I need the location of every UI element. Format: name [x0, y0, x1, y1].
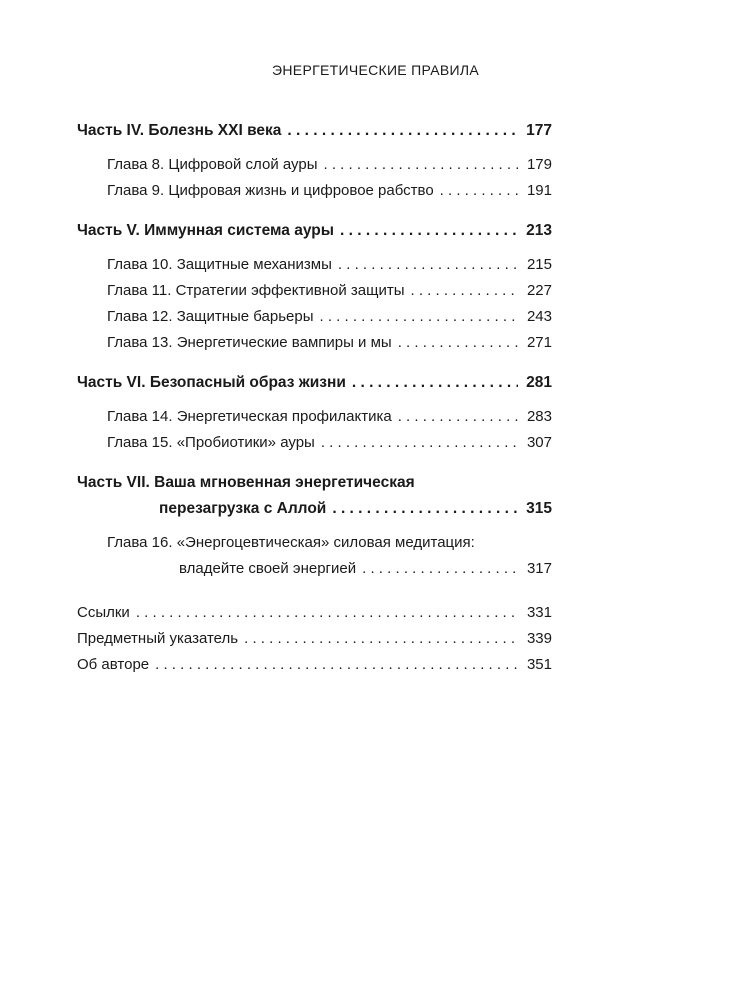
toc-chapter-10-page: 215: [526, 256, 552, 273]
toc-chapter-16-page: 317: [526, 560, 552, 577]
toc-index-title: Предметный указатель: [77, 630, 239, 647]
toc-part-7-title-line1: Часть VII. Ваша мгновенная энергетическая: [77, 474, 415, 491]
toc-chapter-15[interactable]: [77, 430, 552, 456]
dot-leader: [398, 404, 518, 430]
dot-leader: [398, 330, 518, 356]
dot-leader: [352, 370, 518, 396]
dot-leader: [332, 496, 518, 522]
dot-leader: [362, 556, 518, 582]
toc-part-6-title: Часть VI. Безопасный образ жизни: [77, 374, 346, 391]
toc-part-6[interactable]: [77, 370, 552, 396]
toc-part-7-line2-row: [77, 496, 552, 522]
toc-chapter-10-title: Глава 10. Защитные механизмы: [107, 256, 332, 273]
dot-leader: [321, 430, 518, 456]
toc-chapter-12[interactable]: [77, 304, 552, 330]
toc-part-7-page: 315: [526, 500, 552, 517]
toc-index-page: 339: [526, 630, 552, 647]
toc-chapter-14-page: 283: [526, 408, 552, 425]
toc-about-author-title: Об авторе: [77, 656, 150, 673]
dot-leader: [319, 304, 518, 330]
toc-references[interactable]: [77, 600, 552, 626]
dot-leader: [155, 652, 518, 678]
toc-chapter-14-title: Глава 14. Энергетическая профилактика: [107, 408, 392, 425]
toc-part-6-page: 281: [526, 374, 552, 391]
dot-leader: [136, 600, 518, 626]
toc-chapter-11-page: 227: [526, 282, 552, 299]
toc-chapter-11-title: Глава 11. Стратегии эффективной защиты: [107, 282, 405, 299]
dot-leader: [340, 218, 518, 244]
dot-leader: [440, 178, 518, 204]
toc-part-7-title-line2: перезагрузка с Аллой: [159, 500, 327, 517]
dot-leader: [287, 118, 518, 144]
toc-chapter-16-line2-row: [77, 556, 552, 582]
toc-chapter-10[interactable]: [77, 252, 552, 278]
table-of-contents: [77, 118, 552, 678]
toc-chapter-13-title: Глава 13. Энергетические вампиры и мы: [107, 334, 392, 351]
toc-chapter-13[interactable]: [77, 330, 552, 356]
toc-part-4[interactable]: [77, 118, 552, 144]
toc-chapter-8-title: Глава 8. Цифровой слой ауры: [107, 156, 318, 173]
toc-chapter-16-title-line2: владейте своей энергией: [179, 560, 357, 577]
dot-leader: [410, 278, 518, 304]
toc-chapter-12-title: Глава 12. Защитные барьеры: [107, 308, 314, 325]
toc-chapter-15-page: 307: [526, 434, 552, 451]
dot-leader: [338, 252, 518, 278]
dot-leader: [244, 626, 518, 652]
toc-chapter-13-page: 271: [526, 334, 552, 351]
toc-part-7[interactable]: [77, 470, 552, 522]
toc-chapter-9-page: 191: [526, 182, 552, 199]
toc-part-4-title: Часть IV. Болезнь XXI века: [77, 122, 282, 139]
running-head: ЭНЕРГЕТИЧЕСКИЕ ПРАВИЛА: [272, 62, 479, 78]
toc-chapter-8-page: 179: [526, 156, 552, 173]
toc-chapter-12-page: 243: [526, 308, 552, 325]
toc-chapter-9[interactable]: [77, 178, 552, 204]
toc-references-page: 331: [526, 604, 552, 621]
toc-about-author[interactable]: [77, 652, 552, 678]
toc-chapter-16[interactable]: [77, 530, 552, 582]
toc-part-4-page: 177: [526, 122, 552, 139]
toc-part-5-title: Часть V. Иммунная система ауры: [77, 222, 334, 239]
toc-references-title: Ссылки: [77, 604, 130, 621]
toc-chapter-15-title: Глава 15. «Пробиотики» ауры: [107, 434, 315, 451]
toc-index[interactable]: [77, 626, 552, 652]
toc-chapter-8[interactable]: [77, 152, 552, 178]
toc-part-5-page: 213: [526, 222, 552, 239]
toc-chapter-16-title-line1: Глава 16. «Энергоцевтическая» силовая медитация:: [107, 534, 475, 551]
toc-part-5[interactable]: [77, 218, 552, 244]
toc-chapter-14[interactable]: [77, 404, 552, 430]
toc-chapter-11[interactable]: [77, 278, 552, 304]
toc-chapter-9-title: Глава 9. Цифровая жизнь и цифровое рабство: [107, 182, 434, 199]
toc-about-author-page: 351: [526, 656, 552, 673]
dot-leader: [324, 152, 519, 178]
